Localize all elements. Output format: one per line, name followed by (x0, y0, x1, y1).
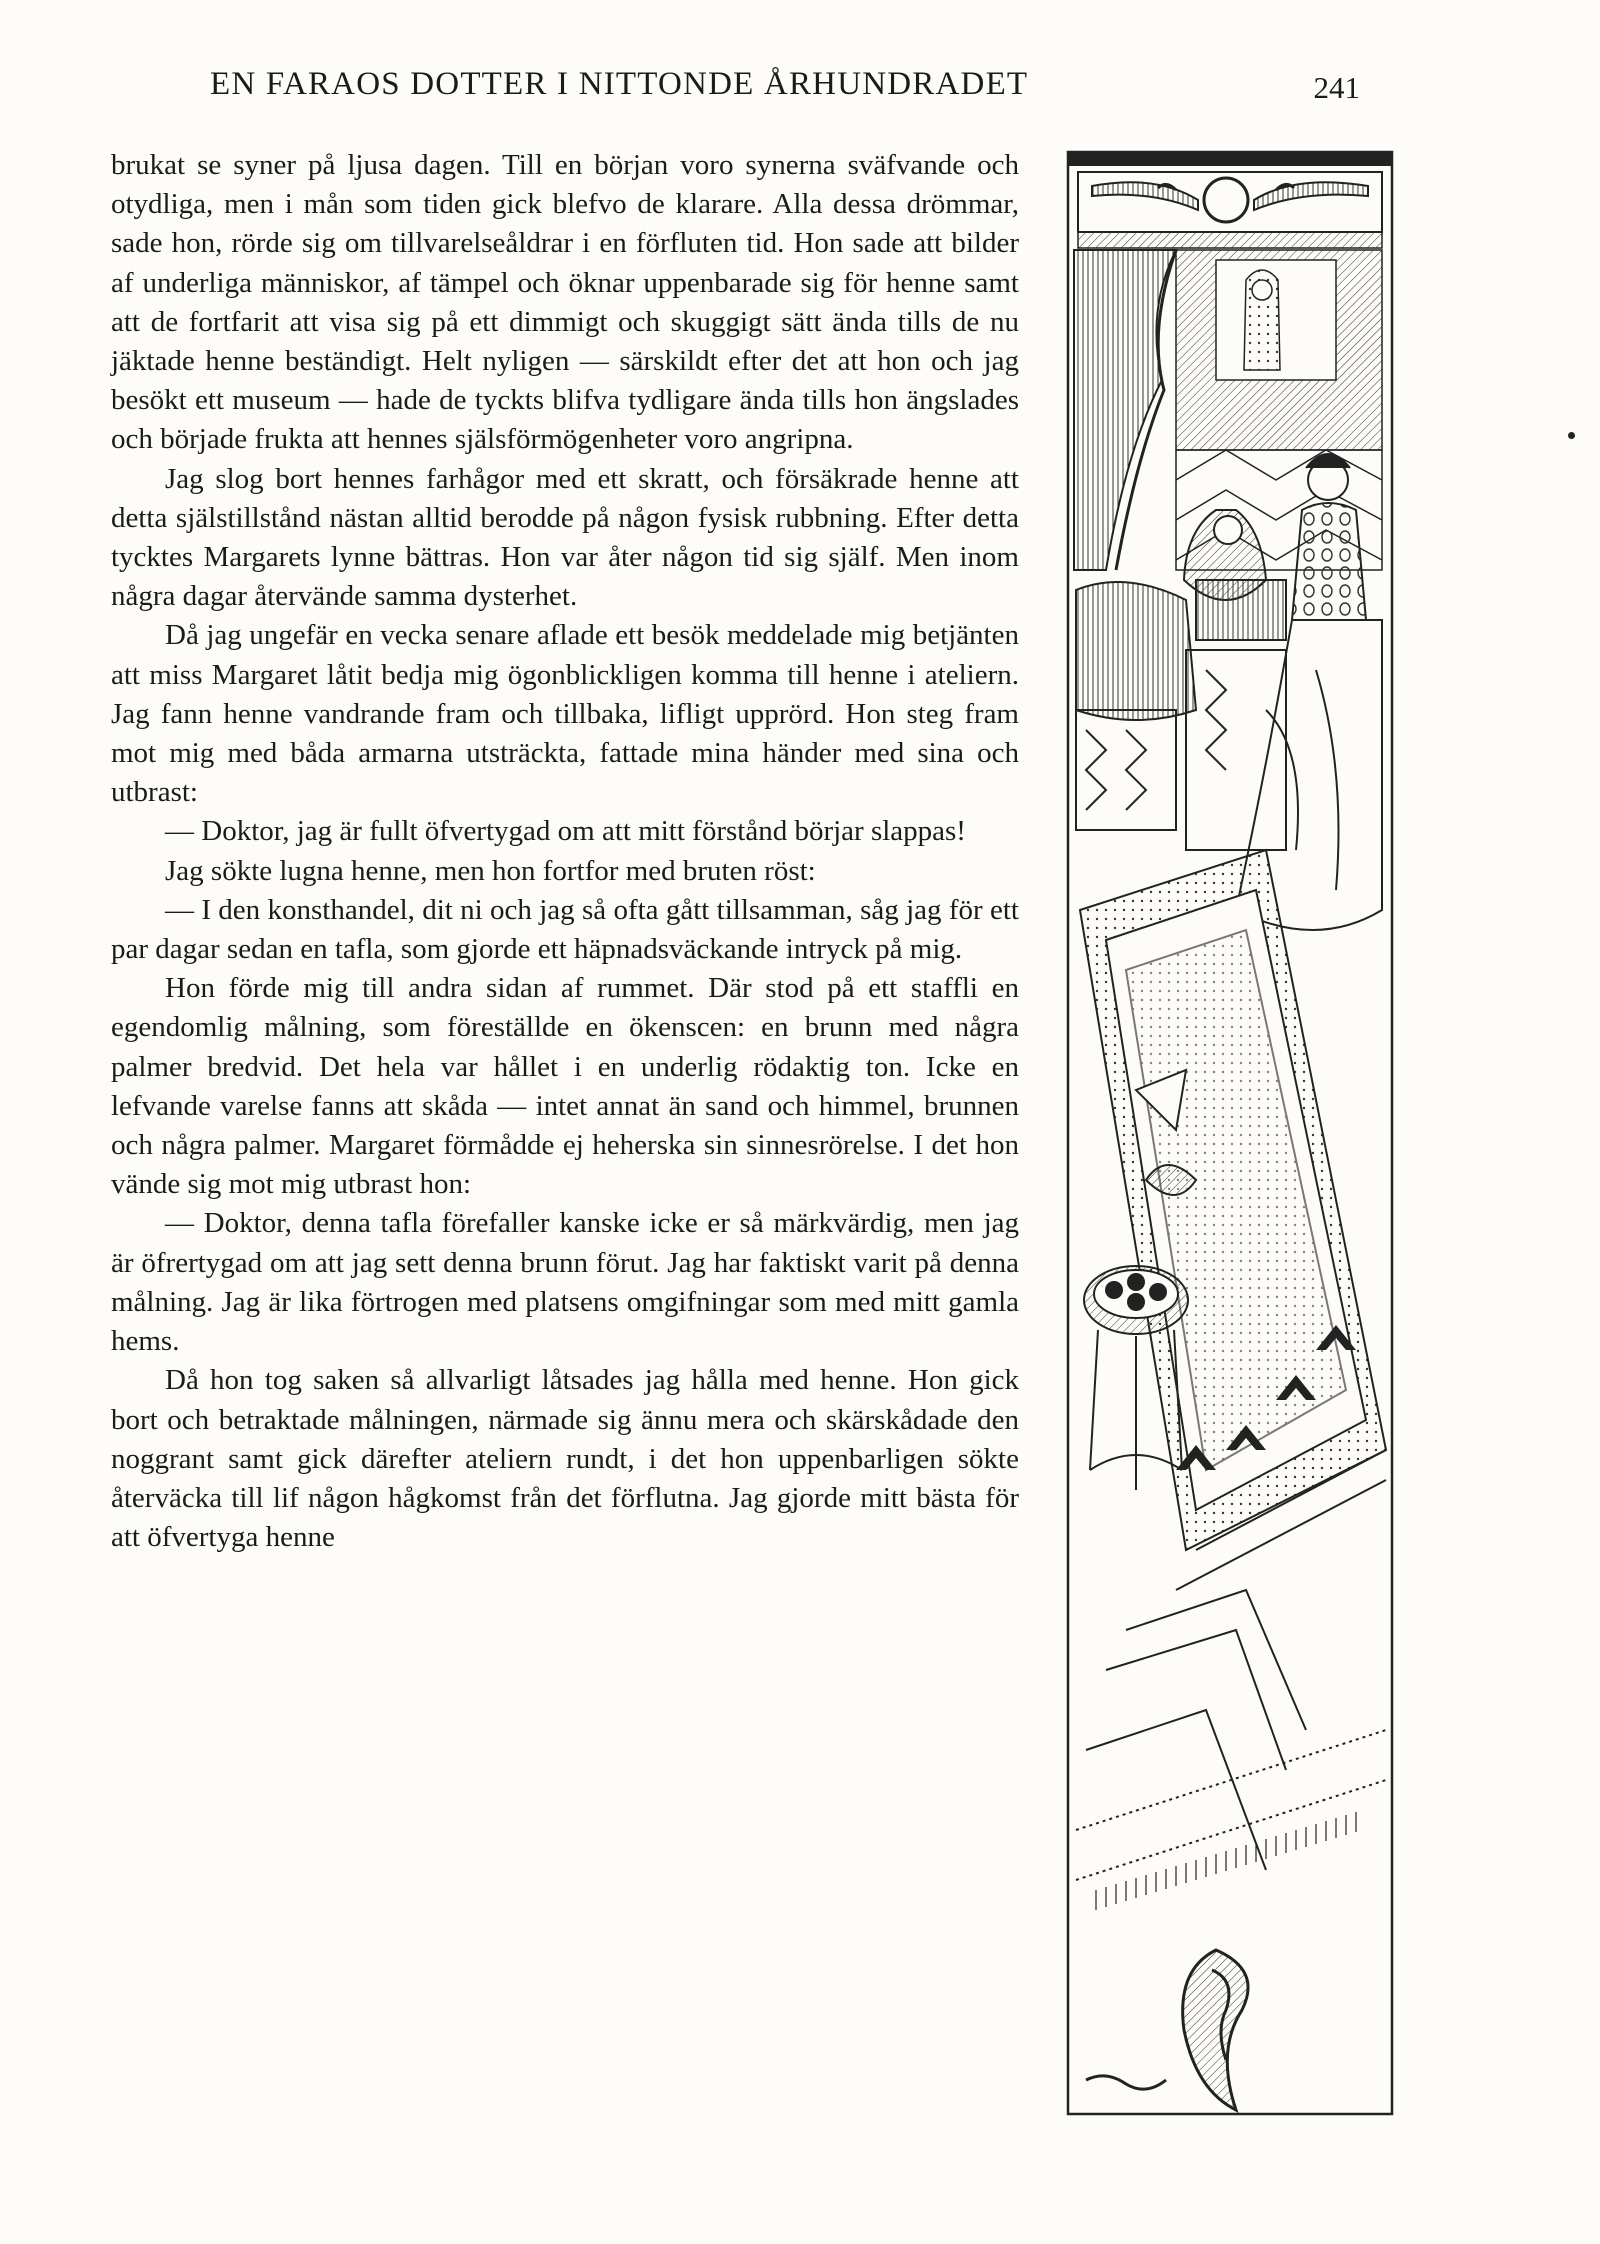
body-text-column (111, 146, 1019, 2126)
decorative-border-illustration (1066, 150, 1396, 2120)
rug-fringe (1096, 1812, 1356, 1910)
winged-sun-cornice-icon (1068, 152, 1392, 248)
cushion (1076, 582, 1196, 720)
paragraph-3: Då jag ungefär en vecka senare aflade ett besök meddelade mig betjänten att miss Margaret låtit bedja mig ögonblickligen komma till henne i ateliern. Jag fann henne vandrande fram och tillbaka, lifligt upprörd. Hon steg fram mot mig med båda armarna utsträckta, fattade mina händer med sina och utbrast: (111, 619, 1019, 809)
running-title: EN FARAOS DOTTER I NITTONDE ÅRHUNDRADET (210, 66, 1029, 102)
paragraph-9: Då hon tog saken så allvarligt låtsades jag hålla med henne. Hon gick bort och betraktade målningen, närmade sig ännu mera och skärskådade den noggrant samt gick därefter ateliern rundt, i det hon uppenbarligen sökte återväcka till lif någon hågkomst från det förflutna. Jag gjorde mitt bästa för att öfvertyga henne (111, 1364, 1019, 1554)
paisley-monogram-icon (1086, 1950, 1248, 2110)
running-header (210, 66, 1380, 114)
illustration-drawing (1066, 150, 1396, 2120)
paragraph-2: Jag slog bort hennes farhågor med ett skratt, och försäkrade henne att detta själstillstånd nästan alltid berodde på någon fysisk rubbning. Efter detta tycktes Margarets lynne bättras. Hon var åter någon tid sig själf. Men inom några dagar återvände samma dysterhet. (111, 462, 1019, 613)
paragraph-6-dialogue: — I den konsthandel, dit ni och jag så ofta gått tillsamman, såg jag för ett par dagar sedan en tafla, som gjorde ett häpnadsväckande intryck på mig. (111, 893, 1019, 966)
page-number: 241 (1313, 70, 1360, 105)
paragraph-1: brukat se syner på ljusa dagen. Till en början voro synerna sväfvande och otydliga, men i mån som tiden gick blefvo de klarare. Alla dessa drömmar, sade hon, rörde sig om tillvarelseåldrar i en förfluten tid. Hon sade att bilder af underliga människor, af tämpel och öknar uppenbarade sig för henne samt att de fortfarit att visa sig på ett dimmigt och skuggigt sätt ända tills de nu jäktade henne beständigt. Helt nyligen — särskildt efter det att hon och jag besökt ett museum — hade de tyckts blifva tydligare ända tills hon ängslades och började frukta att hennes själsförmögenheter voro angripna. (111, 149, 1019, 456)
stray-ink-dot (1568, 432, 1575, 439)
seated-figure (1184, 510, 1286, 640)
paragraph-4-dialogue: — Doktor, jag är fullt öfvertygad om att mitt förstånd börjar slappas! (165, 815, 966, 848)
paragraph-8-dialogue: — Doktor, denna tafla förefaller kanske icke er så märkvärdig, men jag är öfrertygad om att jag sett denna brunn förut. Jag har faktiskt varit på denna målning. Jag är lika förtrogen med platsens omgifningar som med mitt gamla hems. (111, 1207, 1019, 1358)
paragraph-7: Hon förde mig till andra sidan af rummet. Där stod på ett staffli en egendomlig målning, som föreställde en ökenscen: en brunn med några palmer bredvid. Det hela var hållet i en underlig rödaktig ton. Icke en lefvande varelse fanns att skåda — intet annat än sand och himmel, brunnen och några palmer. Margaret förmådde ej heherska sin sinnesrörelse. I det hon vände sig mot mig utbrast hon: (111, 972, 1019, 1201)
paragraph-5: Jag sökte lugna henne, men hon fortfor med bruten röst: (165, 854, 816, 887)
